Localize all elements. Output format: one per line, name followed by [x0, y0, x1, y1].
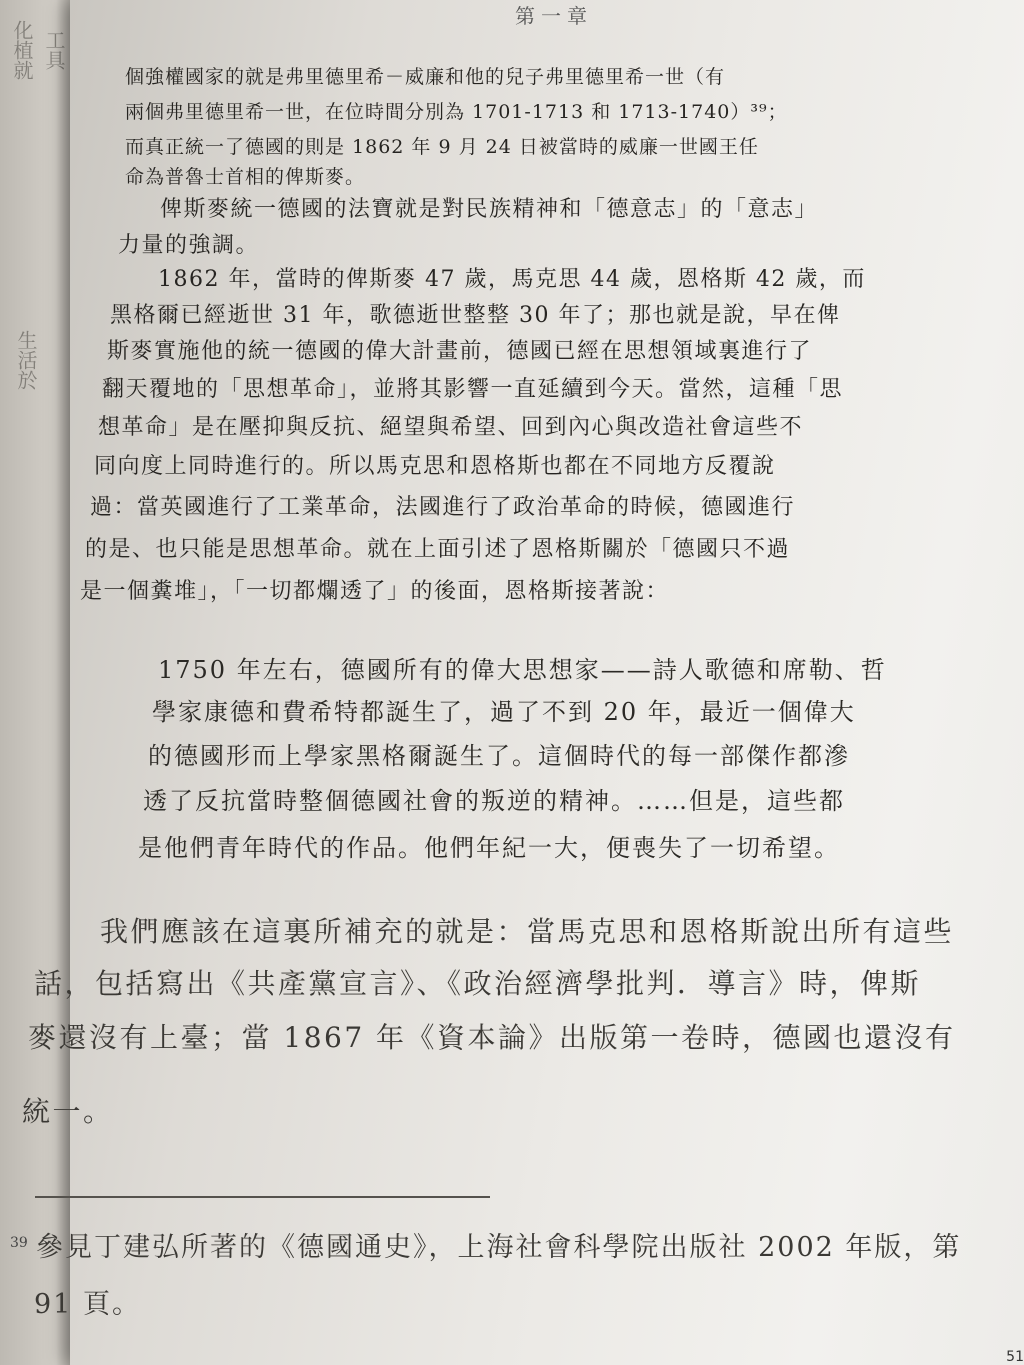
- page-number: 51: [1006, 1349, 1024, 1365]
- left-page-fragment: 化植就: [10, 20, 34, 80]
- text-line: 話，包括寫出《共產黨宣言》、《政治經濟學批判．導言》時，俾斯: [34, 967, 922, 1000]
- quote-line: 的德國形而上學家黑格爾誕生了。這個時代的每一部傑作都滲: [148, 742, 850, 770]
- quote-line: 1750 年左右，德國所有的偉大思想家——詩人歌德和席勒、哲: [158, 656, 887, 684]
- text-line: 斯麥實施他的統一德國的偉大計畫前，德國已經在思想領域裏進行了: [107, 339, 813, 364]
- text-line: 我們應該在這裏所補充的就是：當馬克思和恩格斯說出所有這些: [100, 915, 955, 948]
- text-line: 1862 年，當時的俾斯麥 47 歲，馬克思 44 歲，恩格斯 42 歲，而: [158, 267, 866, 292]
- text-line: 力量的強調。: [118, 233, 260, 258]
- text-line: 同向度上同時進行的。所以馬克思和恩格斯也都在不同地方反覆說: [94, 454, 776, 479]
- footnote-line: 91 頁。: [34, 1289, 141, 1320]
- footnote-marker: 39: [10, 1235, 28, 1251]
- footnote-rule: [35, 1196, 490, 1198]
- text-line: 是一個糞堆」，「一切都爛透了」的後面，恩格斯接著說：: [80, 579, 670, 604]
- text-line: 黑格爾已經逝世 31 年，歌德逝世整整 30 年了；那也就是說，早在俾: [110, 303, 841, 328]
- quote-line: 透了反抗當時整個德國社會的叛逆的精神。……但是，這些都: [143, 787, 845, 815]
- quote-line: 是他們青年時代的作品。他們年紀一大，便喪失了一切希望。: [138, 834, 840, 862]
- text-line: 命為普魯士首相的俾斯麥。: [125, 166, 366, 188]
- text-line: 想革命」是在壓抑與反抗、絕望與希望、回到內心與改造社會這些不: [98, 415, 804, 440]
- footnote-line: 參見丁建弘所著的《德國通史》，上海社會科學院出版社 2002 年版，第: [36, 1232, 962, 1263]
- text-line: 的是、也只能是思想革命。就在上面引述了恩格斯關於「德國只不過: [85, 537, 791, 562]
- text-line: 統一。: [22, 1095, 114, 1128]
- text-line: 兩個弗里德里希一世，在位時間分別為 1701-1713 和 1713-1740）³⁹；: [125, 101, 788, 123]
- left-page-fragment: 工具: [42, 30, 66, 70]
- running-head: 第一章: [515, 4, 593, 28]
- left-page-fragment: 生活於: [14, 330, 38, 390]
- quote-line: 學家康德和費希特都誕生了，過了不到 20 年，最近一個偉大: [152, 698, 856, 726]
- text-line: 過：當英國進行了工業革命，法國進行了政治革命的時候，德國進行: [90, 495, 796, 520]
- text-line: 俾斯麥統一德國的法寶就是對民族精神和「德意志」的「意志」: [160, 197, 819, 222]
- text-line: 而真正統一了德國的則是 1862 年 9 月 24 日被當時的威廉一世國王任: [125, 136, 759, 158]
- text-line: 麥還沒有上臺；當 1867 年《資本論》出版第一卷時，德國也還沒有: [28, 1021, 956, 1054]
- text-line: 翻天覆地的「思想革命」，並將其影響一直延續到今天。當然，這種「思: [102, 377, 844, 402]
- text-line: 個強權國家的就是弗里德里希－威廉和他的兒子弗里德里希一世（有: [125, 66, 726, 88]
